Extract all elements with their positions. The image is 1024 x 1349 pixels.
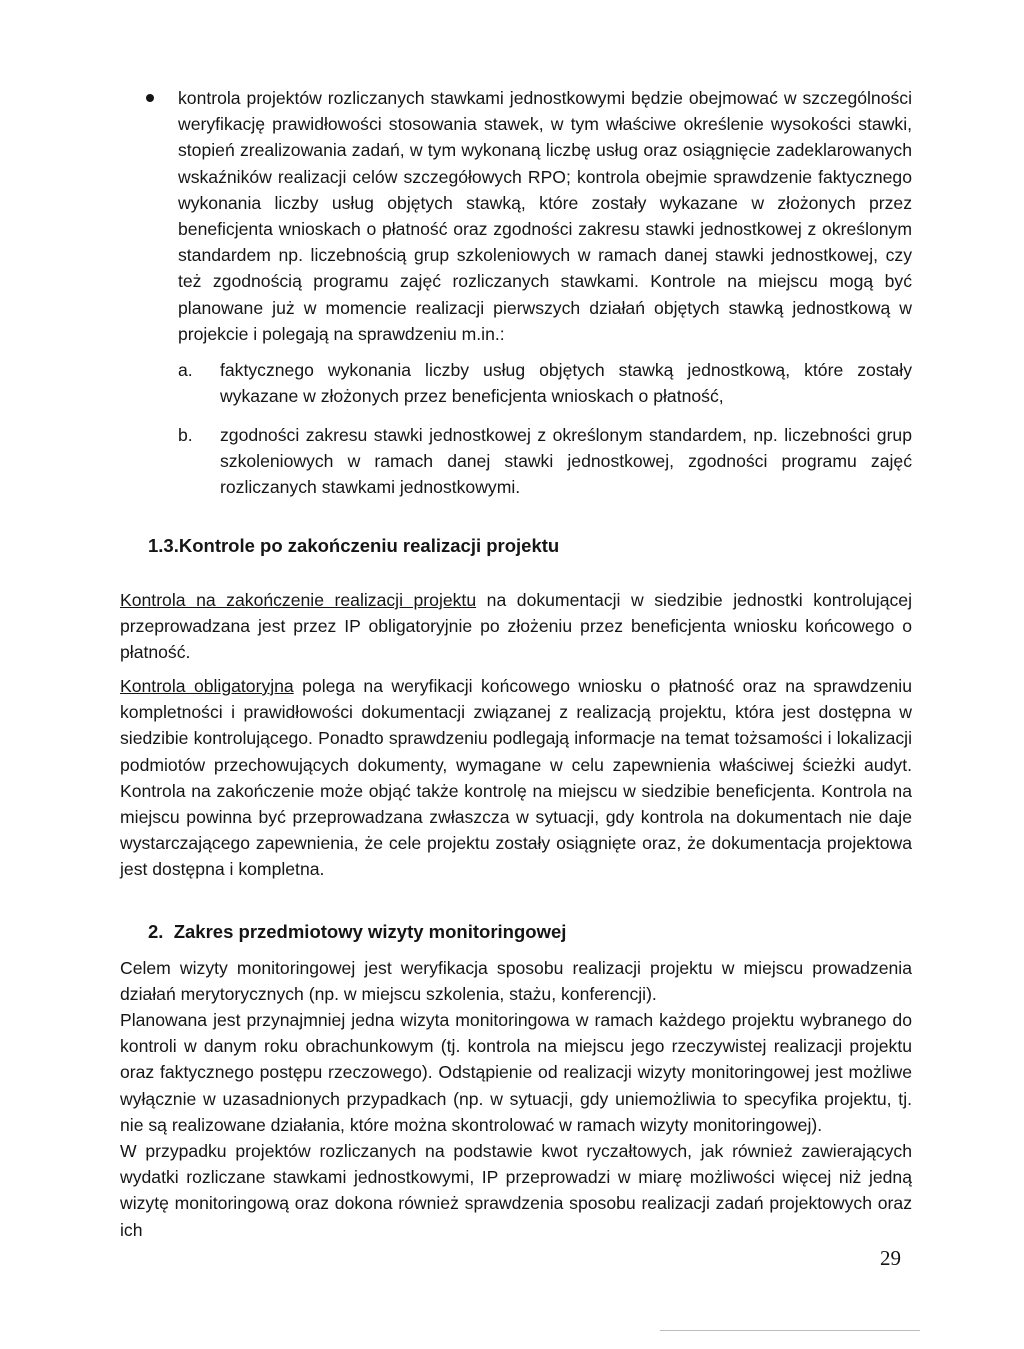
section-number: 1.3. — [148, 535, 179, 556]
paragraph-text: na dokumentacji w siedzibie jednostki kontrolującej przeprowadzana jest przez IP obligatoryjnie po złożeniu przez beneficjenta wniosku końcowego o płatność. — [120, 590, 912, 663]
bullet-paragraph: kontrola projektów rozliczanych stawkami jednostkowymi będzie obejmować w szczególności weryfikację prawidłowości stosowania stawek, w tym właściwe określenie wysokości stawki, stopień zrealizowania zadań, w tym wykonaną liczbę usług oraz osiągnięcie zadeklarowanych wskaźników realizacji celów szczegółowych RPO; kontrola obejmie sprawdzenie faktycznego wykonania liczby usług objętych stawką, które zostały wykazane w złożonych przez beneficjenta wnioskach o płatność oraz zgodności zakresu stawki jednostkowej z określonym standardem np. liczebnością grup szkoleniowych w ramach danej stawki jednostkowej, czy też zgodnością programu zajęć rozliczanych stawkami. Kontrole na miejscu mogą być planowane już w momencie realizacji pierwszych działań objętych stawką jednostkową w projekcie i polegają na sprawdzeniu m.in.: — [178, 88, 912, 344]
paragraph-cel-wizyty: Celem wizyty monitoringowej jest weryfikacja sposobu realizacji projektu w miejscu prowadzenia działań merytorycznych (np. w miejscu szkolenia, stażu, konferencji). — [120, 958, 912, 1005]
section-title: Kontrole po zakończeniu realizacji projektu — [178, 535, 560, 556]
paragraph-kontrola-zakonczenie — [120, 587, 912, 666]
section-number: 2. — [148, 921, 164, 942]
list-marker: a. — [178, 360, 193, 380]
paragraph-planowana-wizyta: Planowana jest przynajmniej jedna wizyta monitoringowa w ramach każdego projektu wybranego do kontroli w danym roku obrachunkowym (tj. kontrola na miejscu jego rzeczywistej realizacji projektu oraz faktycznego postępu rzeczowego). Odstąpienie od realizacji wizyty monitoringowej jest możliwe wyłącznie w uzasadnionych przypadkach (np. w sytuacji, gdy uniemożliwia to specyfika projektu, tj. nie są realizowane działania, które można skontrolować w ramach wizyty monitoringowej). — [120, 1010, 912, 1135]
underlined-term: Kontrola obligatoryjna — [120, 676, 294, 696]
list-marker: b. — [178, 425, 193, 445]
list-item-b — [178, 422, 912, 501]
list-item-text: faktycznego wykonania liczby usług objętych stawką jednostkową, które zostały wykazane w złożonych przez beneficjenta wnioskach o płatność, — [220, 360, 912, 407]
list-item-text: zgodności zakresu stawki jednostkowej z określonym standardem, np. liczebności grup szkoleniowych w ramach danej stawki jednostkowej, zgodności programu zajęć rozliczanych stawkami jednostkowymi. — [220, 425, 912, 498]
underlined-term: Kontrola na zakończenie realizacji projektu — [120, 590, 477, 610]
bullet-marker — [146, 94, 154, 102]
list-item-a — [178, 357, 912, 409]
bottom-rule — [660, 1330, 920, 1331]
section-title: Zakres przedmiotowy wizyty monitoringowej — [173, 921, 567, 942]
paragraph-kontrola-obligatoryjna — [120, 673, 912, 883]
paragraph-kwoty-ryczaltowe: W przypadku projektów rozliczanych na podstawie kwot ryczałtowych, jak również zawierających wydatki rozliczane stawkami jednostkowymi, IP przeprowadzi w miarę możliwości więcej niż jedną wizytę monitoringową oraz dokona również sprawdzenia sposobu realizacji zadań projektowych oraz ich — [120, 1141, 912, 1240]
section-heading-1-3 — [148, 534, 559, 558]
page-number: 29 — [880, 1246, 901, 1270]
paragraph-text: polega na weryfikacji końcowego wniosku o płatność oraz na sprawdzeniu kompletności i prawidłowości dokumentacji związanej z realizacją projektu, która jest dostępna w siedzibie kontrolującego. Ponadto sprawdzeniu podlegają informacje na temat tożsamości i lokalizacji podmiotów przechowujących dokumenty, wymagane w celu zapewnienia właściwej ścieżki audyt. Kontrola na zakończenie może objąć także kontrolę na miejscu w siedzibie beneficjenta. Kontrola na miejscu powinna być przeprowadzana zwłaszcza w sytuacji, gdy kontrola na dokumentach nie daje wystarczającego zapewnienia, że cele projektu zostały osiągnięte oraz, że dokumentacja projektowa jest dostępna i kompletna. — [120, 676, 912, 880]
section-heading-2 — [148, 920, 566, 944]
